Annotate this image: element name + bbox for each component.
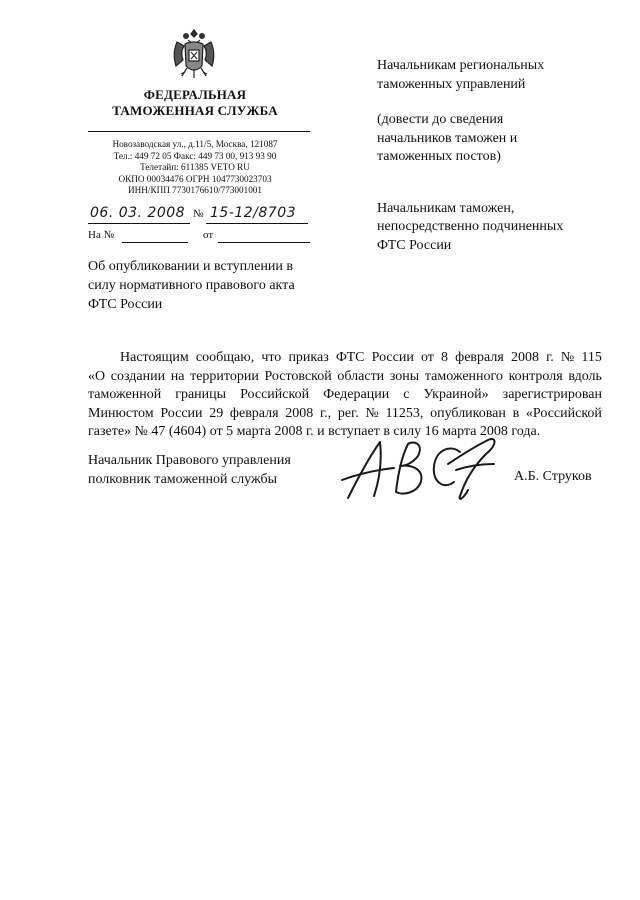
organization-name bbox=[92, 87, 298, 119]
body-word: опубликован bbox=[430, 405, 506, 421]
reply-date-underline bbox=[218, 242, 310, 243]
body-word: Минюстом bbox=[88, 405, 154, 421]
body-word: зоны bbox=[389, 368, 420, 384]
addressee-line: Начальникам таможен, bbox=[377, 200, 515, 216]
subject-line1: Об опубликовании и вступлении в bbox=[88, 259, 293, 274]
body-word: таможенного bbox=[424, 368, 503, 384]
body-word: 11253, bbox=[385, 405, 424, 421]
body-word: вдоль bbox=[568, 368, 602, 384]
addressee-block bbox=[377, 111, 617, 167]
number-sign: № bbox=[193, 208, 204, 220]
subject-line2: силу нормативного правового акта bbox=[88, 278, 295, 293]
addressee-block bbox=[377, 57, 617, 94]
addressee-line: таможенных постов) bbox=[377, 149, 501, 164]
letter-body bbox=[88, 349, 602, 442]
address-line: Новозаводская ул., д.11/5, Москва, 121087 bbox=[112, 139, 278, 149]
body-word: приказ bbox=[288, 350, 329, 365]
outgoing-number: 15-12/8703 bbox=[210, 205, 297, 221]
addressee-line: начальников таможен и bbox=[377, 130, 518, 146]
phone-fax-line: Тел.: 449 72 05 Факс: 449 73 00, 913 93 90 bbox=[113, 150, 277, 161]
body-word: № bbox=[365, 405, 379, 421]
signer-title-line2: полковник таможенной службы bbox=[88, 472, 278, 487]
body-word: 2008 bbox=[285, 405, 314, 421]
number-underline bbox=[206, 223, 308, 224]
reply-reference bbox=[88, 229, 310, 245]
body-word: февраля bbox=[455, 350, 504, 365]
body-word: границы bbox=[175, 387, 227, 402]
body-word: «Российской bbox=[525, 405, 602, 421]
addressees bbox=[377, 57, 617, 255]
body-line bbox=[88, 386, 602, 405]
body-word: таможенной bbox=[88, 387, 162, 402]
body-word: февраля bbox=[229, 405, 279, 421]
signer-name: А.Б. Струков bbox=[514, 469, 592, 484]
body-line bbox=[88, 368, 602, 387]
body-word: территории bbox=[190, 368, 259, 384]
organization-name-line1: ФЕДЕРАЛЬНАЯ bbox=[143, 87, 247, 102]
body-word: зарегистрирован bbox=[502, 387, 602, 402]
body-word: № bbox=[560, 350, 575, 365]
body-line bbox=[88, 349, 602, 368]
letter-subject bbox=[88, 257, 313, 314]
body-line bbox=[88, 405, 602, 424]
okpo-ogrn-line: ОКПО 00034476 ОГРН 1047730023703 bbox=[118, 173, 272, 184]
signer-title bbox=[88, 451, 291, 489]
body-word: г., bbox=[319, 405, 332, 421]
body-word: 8 bbox=[441, 350, 449, 365]
body-word: 29 bbox=[209, 405, 224, 421]
body-word: г. bbox=[546, 350, 554, 365]
signer-title-line1: Начальник Правового управления bbox=[88, 453, 291, 468]
addressee-line: Начальникам региональных bbox=[377, 58, 545, 73]
organization-name-line2: ТАМОЖЕННАЯ СЛУЖБА bbox=[112, 103, 278, 118]
organization-details bbox=[92, 139, 298, 197]
date-underline bbox=[88, 223, 190, 224]
body-word: 2008 bbox=[510, 350, 539, 365]
body-word: 115 bbox=[581, 350, 602, 365]
body-word: Федерации bbox=[323, 387, 390, 402]
subject-line3: ФТС России bbox=[88, 297, 163, 312]
body-line: газете» № 47 (4604) от 5 марта 2008 г. и вступает в силу 16 марта 2008 года. bbox=[88, 424, 541, 439]
teletype-line: Телетайп: 611385 VETO RU bbox=[140, 162, 250, 172]
handwritten-signature bbox=[336, 434, 506, 506]
reply-number-label: На № bbox=[88, 229, 115, 241]
body-word: России bbox=[160, 405, 203, 421]
body-word: Российской bbox=[240, 387, 310, 402]
body-word: Настоящим bbox=[120, 350, 189, 365]
body-word: создании bbox=[110, 368, 166, 384]
body-word: что bbox=[261, 350, 282, 365]
addressee-line: (довести до сведения bbox=[377, 112, 504, 127]
body-word: Украиной» bbox=[423, 387, 489, 402]
body-word: области bbox=[337, 368, 385, 384]
addressee-line: ФТС России bbox=[377, 237, 452, 253]
body-word: Ростовской bbox=[264, 368, 332, 384]
body-word: на bbox=[170, 368, 185, 384]
outgoing-date: 06. 03. 2008 bbox=[90, 205, 186, 221]
header-divider bbox=[88, 131, 310, 132]
addressee-line: непосредственно подчиненных bbox=[377, 219, 564, 234]
body-word: «О bbox=[88, 368, 106, 384]
reply-number-underline bbox=[122, 242, 188, 243]
outgoing-registration bbox=[88, 205, 310, 225]
body-word: в bbox=[512, 405, 520, 421]
body-word: рег. bbox=[337, 405, 359, 421]
body-word: от bbox=[420, 350, 434, 365]
addressee-block bbox=[377, 200, 617, 256]
addressee-line: таможенных управлений bbox=[377, 76, 526, 92]
reply-from-label: от bbox=[203, 229, 214, 241]
body-word: ФТС bbox=[335, 350, 365, 365]
body-word: с bbox=[403, 387, 410, 402]
inn-kpp-line: ИНН/КПП 7730176610/773001001 bbox=[128, 185, 262, 195]
coat-of-arms-icon bbox=[169, 26, 219, 82]
body-word: России bbox=[371, 350, 414, 365]
body-word: контроля bbox=[508, 368, 563, 384]
body-word: сообщаю, bbox=[195, 350, 255, 365]
